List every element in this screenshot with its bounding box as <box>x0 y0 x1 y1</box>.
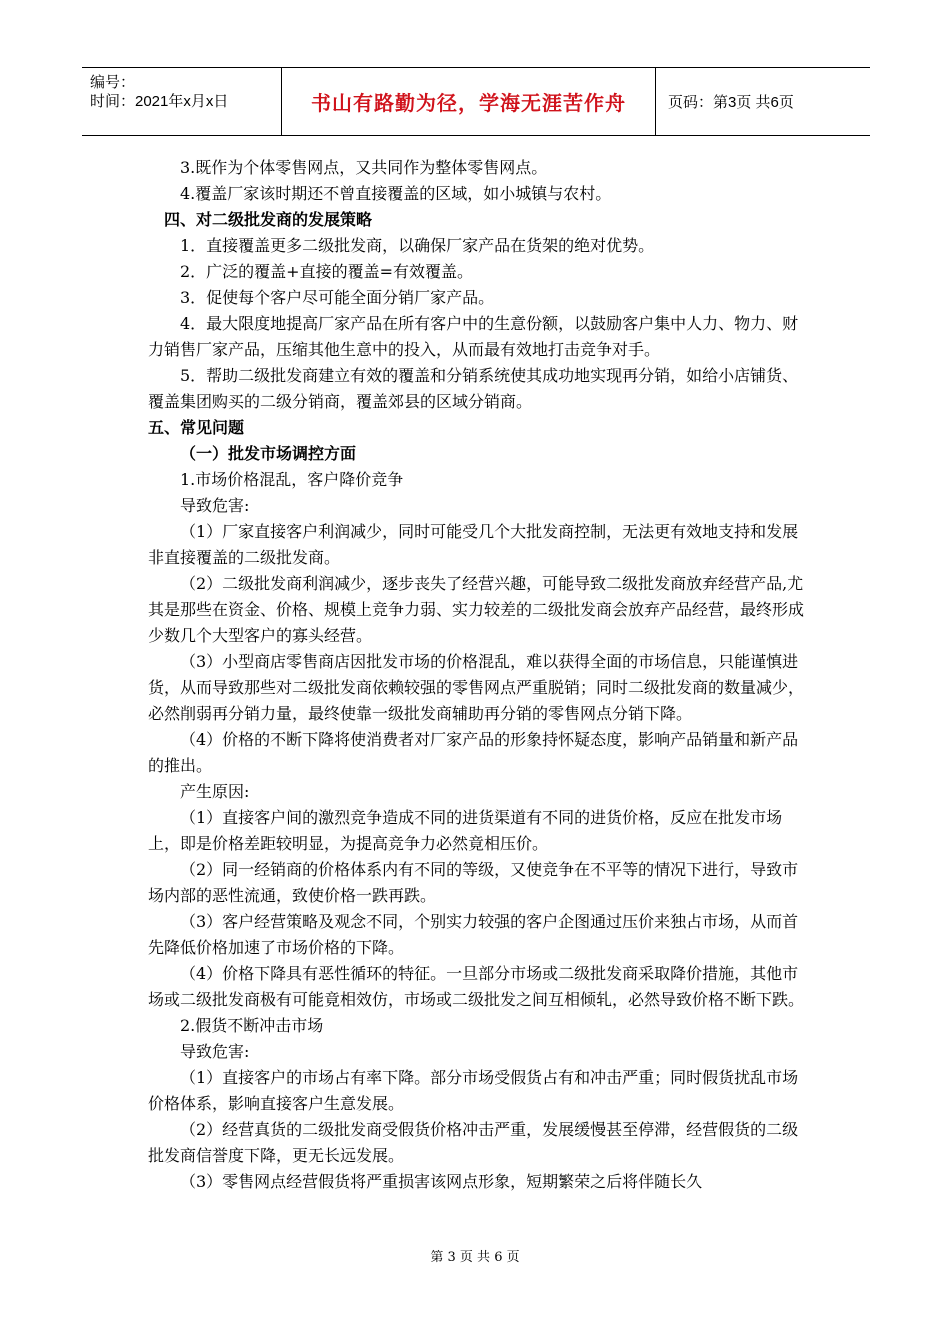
document-body <box>148 155 808 1195</box>
paragraph: （1）直接客户的市场占有率下降。部分市场受假货占有和冲击严重；同时假货扰乱市场价格体系，影响直接客户生意发展。 <box>148 1068 799 1113</box>
subsection-heading: （一）批发市场调控方面 <box>180 444 357 463</box>
paragraph: 4．最大限度地提高厂家产品在所有客户中的生意份额，以鼓励客户集中人力、物力、财力销售厂家产品，压缩其他生意中的投入，从而最有效地打击竞争对手。 <box>148 314 799 359</box>
paragraph: （3）客户经营策略及观念不同，个别实力较强的客户企图通过压价来独占市场，从而首先降低价格加速了市场价格的下降。 <box>148 912 799 957</box>
paragraph: 3.既作为个体零售网点，又共同作为整体零售网点。 <box>180 158 548 177</box>
header-motto: 书山有路勤为径，学海无涯苦作舟 <box>282 68 656 135</box>
page-footer: 第 3 页 共 6 页 <box>430 1250 520 1265</box>
time-label: 时间：2021年x月x日 <box>90 93 229 110</box>
number-label: 编号： <box>90 74 136 91</box>
paragraph: 4.覆盖厂家该时期还不曾直接覆盖的区域，如小城镇与农村。 <box>180 184 612 203</box>
paragraph: 2．广泛的覆盖+直接的覆盖=有效覆盖。 <box>180 262 473 281</box>
paragraph: （3）小型商店零售商店因批发市场的价格混乱，难以获得全面的市场信息，只能谨慎进货，从而导致那些对二级批发商依赖较强的零售网点严重脱销；同时二级批发商的数量减少，必然削弱再分销力量，最终使靠一级批发商辅助再分销的零售网点分销下降。 <box>148 652 805 723</box>
paragraph: （4）价格下降具有恶性循环的特征。一旦部分市场或二级批发商采取降价措施，其他市场或二级批发商极有可能竟相效仿，市场或二级批发之间互相倾轧，必然导致价格不断下跌。 <box>148 964 805 1009</box>
paragraph: （3）零售网点经营假货将严重损害该网点形象，短期繁荣之后将伴随长久 <box>180 1172 703 1191</box>
paragraph: 5．帮助二级批发商建立有效的覆盖和分销系统使其成功地实现再分销，如给小店铺货、覆盖集团购买的二级分销商，覆盖郊县的区域分销商。 <box>148 366 799 411</box>
section-heading: 五、常见问题 <box>148 418 245 437</box>
paragraph: （2）同一经销商的价格体系内有不同的等级，又使竞争在不平等的情况下进行，导致市场内部的恶性流通，致使价格一跌再跌。 <box>148 860 799 905</box>
paragraph: （1）直接客户间的激烈竞争造成不同的进货渠道有不同的进货价格，反应在批发市场上，即是价格差距较明显，为提高竞争力必然竟相压价。 <box>148 808 783 853</box>
paragraph: 3．促使每个客户尽可能全面分销厂家产品。 <box>180 288 495 307</box>
page-header <box>82 67 870 136</box>
paragraph: （4）价格的不断下降将使消费者对厂家产品的形象持怀疑态度，影响产品销量和新产品的推出。 <box>148 730 799 775</box>
paragraph: （1）厂家直接客户利润减少，同时可能受几个大批发商控制，无法更有效地支持和发展非直接覆盖的二级批发商。 <box>148 522 799 567</box>
paragraph: 2.假货不断冲击市场 <box>180 1016 324 1035</box>
header-page-code: 页码：第3页 共6页 <box>668 94 794 111</box>
paragraph: 产生原因: <box>180 782 250 801</box>
paragraph: 1.市场价格混乱，客户降价竞争 <box>180 470 404 489</box>
paragraph: 导致危害: <box>180 496 250 515</box>
paragraph: （2）经营真货的二级批发商受假货价格冲击严重，发展缓慢甚至停滞，经营假货的二级批发商信誉度下降，更无长远发展。 <box>148 1120 799 1165</box>
paragraph: （2）二级批发商利润减少，逐步丧失了经营兴趣，可能导致二级批发商放弃经营产品,尤其是那些在资金、价格、规模上竞争力弱、实力较差的二级批发商会放弃产品经营，最终形成少数几个大型客户的寡头经营。 <box>148 574 805 645</box>
paragraph: 1．直接覆盖更多二级批发商，以确保厂家产品在货架的绝对优势。 <box>180 236 655 255</box>
section-heading: 四、对二级批发商的发展策略 <box>164 210 373 229</box>
paragraph: 导致危害: <box>180 1042 250 1061</box>
header-meta <box>82 68 282 135</box>
